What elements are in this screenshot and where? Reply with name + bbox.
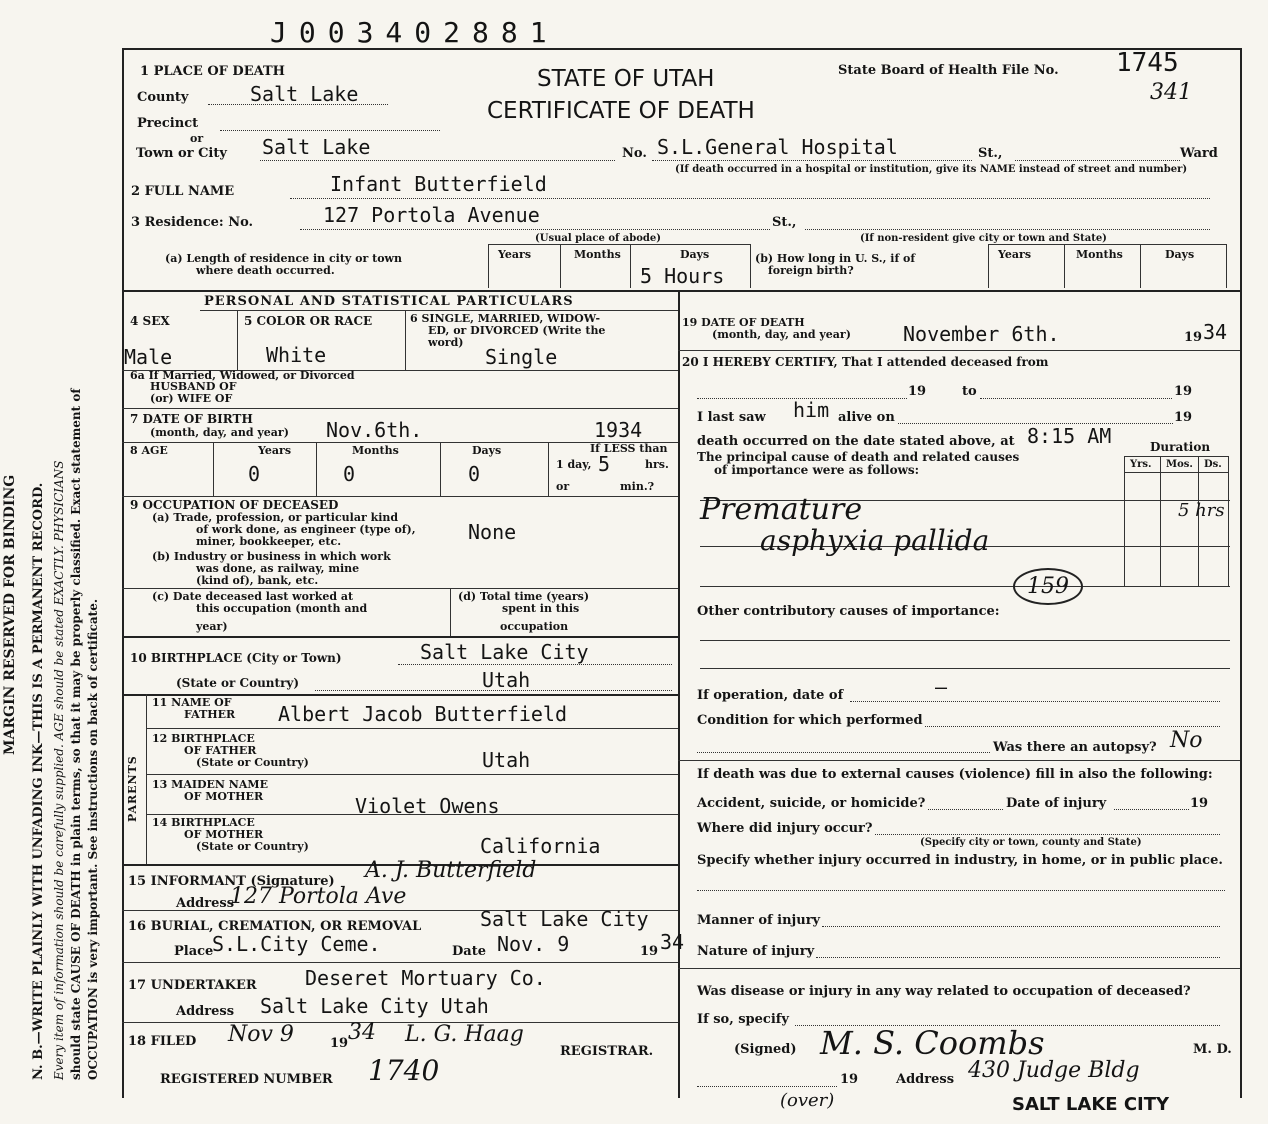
no-label: No. — [622, 146, 647, 161]
occupation-note: OCCUPATION is very important. See instructions on back of certificate. — [86, 598, 100, 1080]
burial-date-label: Date — [452, 944, 486, 959]
occ-value: None — [468, 520, 517, 544]
filed-year-prefix: 19 — [330, 1036, 349, 1051]
mother-label-1: 13 MAIDEN NAME — [152, 778, 268, 791]
residence-label: 3 Residence: No. — [131, 215, 254, 230]
age-days-label: Days — [472, 444, 502, 457]
informant-signature: A. J. Butterfield — [365, 858, 537, 883]
injury-date-label: Date of injury — [1006, 796, 1107, 811]
bp-value: Salt Lake City — [420, 640, 589, 664]
occ-a-1: (a) Trade, profession, or particular kind — [152, 511, 399, 524]
fbp-label-3: (State or Country) — [196, 756, 309, 769]
spouse-label-2: HUSBAND OF — [150, 380, 237, 393]
len-value: 5 Hours — [640, 264, 725, 288]
autopsy-value: No — [1170, 728, 1203, 753]
death-at-label: death occurred on the date stated above, at — [697, 434, 1015, 449]
fbp-label-2: OF FATHER — [184, 744, 257, 757]
registrar-signature: L. G. Haag — [405, 1022, 524, 1047]
ifso-label: If so, specify — [697, 1012, 789, 1027]
or-label: or — [190, 132, 204, 145]
age-months-label: Months — [352, 444, 399, 457]
less-than-label: If LESS than — [590, 442, 668, 455]
autopsy-label: Was there an autopsy? — [993, 740, 1157, 755]
manner-label: Manner of injury — [697, 913, 821, 928]
physician-addr-label: Address — [896, 1072, 955, 1087]
serial-number: J003402881 — [270, 16, 559, 49]
occ-c-1: (c) Date deceased last worked at — [152, 590, 354, 603]
nature-label: Nature of injury — [697, 944, 815, 959]
father-label-1: 11 NAME OF — [152, 696, 232, 709]
age-days: 0 — [468, 462, 481, 486]
personal-heading: PERSONAL AND STATISTICAL PARTICULARS — [204, 294, 574, 309]
injury-19: 19 — [1190, 796, 1209, 811]
over-note: (over) — [780, 1090, 835, 1111]
addr-19: 19 — [840, 1072, 859, 1087]
filed-value: Nov 9 — [228, 1022, 294, 1047]
father-value: Albert Jacob Butterfield — [278, 702, 567, 726]
operation-value: — — [935, 675, 948, 699]
registrar-label: REGISTRAR. — [560, 1044, 654, 1059]
burial-value: Salt Lake City — [480, 907, 649, 931]
mbp-label-1: 14 BIRTHPLACE — [152, 816, 255, 829]
length-label-2: where death occurred. — [196, 264, 335, 277]
occ-a-3: miner, bookkeeper, etc. — [196, 535, 342, 548]
occ-b-3: (kind of), bank, etc. — [196, 574, 319, 587]
us-years-label: Years — [998, 248, 1032, 261]
operation-label: If operation, date of — [697, 688, 844, 703]
sex-label: 4 SEX — [130, 314, 170, 328]
cause-secondary: asphyxia pallida — [760, 524, 990, 557]
age-months: 0 — [343, 462, 356, 486]
marital-label-2: ED, or DIVORCED (Write the — [428, 324, 606, 337]
nonresident-note: (If non-resident give city or town and State) — [860, 233, 1107, 244]
undertaker-value: Deseret Mortuary Co. — [305, 966, 546, 990]
us-days-label: Days — [1165, 248, 1195, 261]
fbp-value: Utah — [482, 748, 531, 772]
occ-d-2: spent in this — [502, 602, 580, 615]
cause-label-2: of importance were as follows: — [714, 463, 920, 477]
mbp-label-2: OF MOTHER — [184, 828, 264, 841]
physician-addr: 430 Judge Bldg — [968, 1058, 1140, 1083]
town-value: Salt Lake — [262, 135, 371, 159]
cause-duration: 5 hrs — [1178, 500, 1225, 521]
dob-label-1: 7 DATE OF BIRTH — [130, 412, 253, 426]
accident-label: Accident, suicide, or homicide? — [697, 796, 926, 811]
occ-b-1: (b) Industry or business in which work — [152, 550, 391, 563]
hospital-value: S.L.General Hospital — [657, 135, 898, 159]
dob-label-2: (month, day, and year) — [150, 426, 289, 439]
ds-label: Ds. — [1204, 459, 1222, 470]
other-causes-label: Other contributory causes of importance: — [697, 604, 1000, 619]
fbp-label-1: 12 BIRTHPLACE — [152, 732, 255, 745]
mbp-label-3: (State or Country) — [196, 840, 309, 853]
dod-value: November 6th. — [903, 322, 1060, 346]
file-number: 1745 — [1116, 48, 1179, 78]
residence-value: 127 Portola Avenue — [323, 203, 540, 227]
md-label: M. D. — [1193, 1042, 1232, 1057]
length-label-1: (a) Length of residence in city or town — [165, 252, 403, 265]
color-value: White — [266, 343, 327, 367]
alive-on-label: alive on — [838, 410, 895, 425]
specify-label: Specify whether injury occurred in industry, in home, or in public place. — [697, 853, 1223, 868]
marital-label-1: 6 SINGLE, MARRIED, WIDOW- — [410, 312, 601, 325]
yrs-label: Yrs. — [1130, 459, 1152, 470]
or-min-label: or — [556, 480, 570, 493]
duration-label: Duration — [1150, 440, 1211, 454]
dod-year: 34 — [1203, 320, 1228, 344]
foreign-label-2: foreign birth? — [768, 264, 854, 277]
binding-note: MARGIN RESERVED FOR BINDING — [2, 474, 18, 755]
spouse-label-3: (or) WIFE OF — [150, 392, 233, 405]
marital-label-3: word) — [428, 336, 464, 349]
alive-19: 19 — [1174, 410, 1193, 425]
occ-label: 9 OCCUPATION OF DECEASED — [130, 498, 339, 512]
color-label: 5 COLOR OR RACE — [244, 314, 373, 328]
less-hrs-value: 5 — [598, 452, 611, 476]
cert-title: CERTIFICATE OF DEATH — [487, 98, 755, 124]
parents-label: PARENTS — [126, 755, 139, 822]
signed-label: (Signed) — [734, 1042, 797, 1057]
town-label: Town or City — [136, 146, 227, 161]
filed-year: 34 — [348, 1020, 376, 1045]
occ-c-3: year) — [196, 620, 228, 633]
undertaker-label: 17 UNDERTAKER — [128, 978, 257, 993]
occ-d-3: occupation — [500, 620, 569, 633]
occ-d-1: (d) Total time (years) — [458, 590, 590, 603]
city-stamp: SALT LAKE CITY — [1012, 1094, 1170, 1115]
file-subnumber: 341 — [1150, 80, 1192, 105]
where-label: Where did injury occur? — [697, 821, 873, 836]
certify-text: 20 I HEREBY CERTIFY, That I attended deceased from — [682, 355, 1049, 369]
to-19: 19 — [1174, 384, 1193, 399]
us-months-label: Months — [1076, 248, 1123, 261]
dod-num: 19 DATE OF DEATH — [682, 316, 805, 329]
len-years-label: Years — [498, 248, 532, 261]
age-years: 0 — [248, 462, 261, 486]
cause-code: 159 — [1013, 568, 1083, 605]
mother-value: Violet Owens — [355, 794, 500, 818]
condition-label: Condition for which performed — [697, 713, 923, 728]
hospital-note: (If death occurred in a hospital or institution, give its NAME instead of street and number) — [675, 164, 1188, 175]
residence-st: St., — [772, 215, 797, 230]
st-label: St., — [978, 146, 1003, 161]
burial-label: 16 BURIAL, CREMATION, OR REMOVAL — [128, 919, 422, 934]
time-value: 8:15 AM — [1027, 424, 1112, 448]
marital-value: Single — [485, 345, 558, 369]
file-label: State Board of Health File No. — [838, 63, 1059, 78]
where-note: (Specify city or town, county and State) — [920, 837, 1142, 848]
reg-number-label: REGISTERED NUMBER — [160, 1072, 333, 1087]
mbp-value: California — [480, 834, 601, 858]
age-years-label: Years — [258, 444, 292, 457]
burial-year: 34 — [660, 930, 685, 954]
ward-label: Ward — [1180, 146, 1218, 161]
mother-label-2: OF MOTHER — [184, 790, 264, 803]
bp-label: 10 BIRTHPLACE (City or Town) — [130, 651, 342, 665]
name-label: 2 FULL NAME — [131, 184, 235, 199]
county-value: Salt Lake — [250, 82, 359, 106]
external-label: If death was due to external causes (violence) fill in also the following: — [697, 767, 1213, 782]
len-months-label: Months — [574, 248, 621, 261]
burial-place-label: Place — [174, 944, 214, 959]
from-19: 19 — [908, 384, 927, 399]
bp-state-label: (State or Country) — [176, 676, 300, 690]
cause-note: should state CAUSE OF DEATH in plain terms, so that it may be properly classified. Exact statement of — [69, 388, 83, 1080]
occ-a-2: of work done, as engineer (type of), — [196, 523, 416, 536]
state-title: STATE OF UTAH — [537, 66, 715, 92]
cause-primary: Premature — [700, 492, 863, 527]
county-label: County — [137, 90, 189, 105]
related-label: Was disease or injury in any way related to occupation of deceased? — [697, 984, 1191, 999]
one-day-label: 1 day, — [556, 458, 592, 471]
dob-value: Nov.6th. — [326, 418, 423, 442]
spouse-label-1: 6a If Married, Widowed, or Divorced — [130, 369, 355, 382]
last-saw-value: him — [793, 398, 830, 422]
dob-year: 1934 — [594, 418, 643, 442]
burial-place: S.L.City Ceme. — [212, 932, 381, 956]
bp-state: Utah — [482, 668, 531, 692]
undertaker-addr-label: Address — [176, 1004, 235, 1019]
father-label-2: FATHER — [184, 708, 236, 721]
physician-signature: M. S. Coombs — [820, 1024, 1045, 1062]
burial-date: Nov. 9 — [497, 932, 570, 956]
cause-label-1: The principal cause of death and related causes — [697, 450, 1020, 464]
dod-sub: (month, day, and year) — [712, 328, 851, 341]
info-note: Every item of information should be carefully supplied. AGE should be stated EXACTLY. PHYSICIANS — [52, 460, 66, 1080]
filed-label: 18 FILED — [128, 1034, 197, 1049]
ink-note: N. B.—WRITE PLAINLY WITH UNFADING INK—THIS IS A PERMANENT RECORD. — [31, 482, 46, 1080]
informant-label: 15 INFORMANT (Signature) — [128, 874, 335, 889]
occ-c-2: this occupation (month and — [196, 602, 368, 615]
burial-year-prefix: 19 — [640, 944, 659, 959]
place-heading: 1 PLACE OF DEATH — [140, 64, 285, 79]
informant-addr-label: Address — [176, 896, 235, 911]
hrs-label: hrs. — [645, 458, 669, 471]
precinct-label: Precinct — [137, 116, 199, 131]
len-days-label: Days — [680, 248, 710, 261]
dod-year-prefix: 19 — [1184, 330, 1203, 345]
sex-value: Male — [124, 345, 173, 369]
abode-note: (Usual place of abode) — [535, 233, 661, 244]
informant-addr: 127 Portola Ave — [230, 884, 407, 909]
age-label: 8 AGE — [130, 444, 168, 457]
last-saw-label: I last saw — [697, 410, 766, 425]
reg-number: 1740 — [368, 1054, 440, 1087]
name-value: Infant Butterfield — [330, 172, 547, 196]
min-label: min.? — [620, 480, 655, 493]
to-label: to — [962, 384, 977, 399]
foreign-label-1: (b) How long in U. S., if of — [755, 252, 916, 265]
undertaker-addr: Salt Lake City Utah — [260, 994, 489, 1018]
occ-b-2: was done, as railway, mine — [196, 562, 360, 575]
mos-label: Mos. — [1166, 459, 1193, 470]
